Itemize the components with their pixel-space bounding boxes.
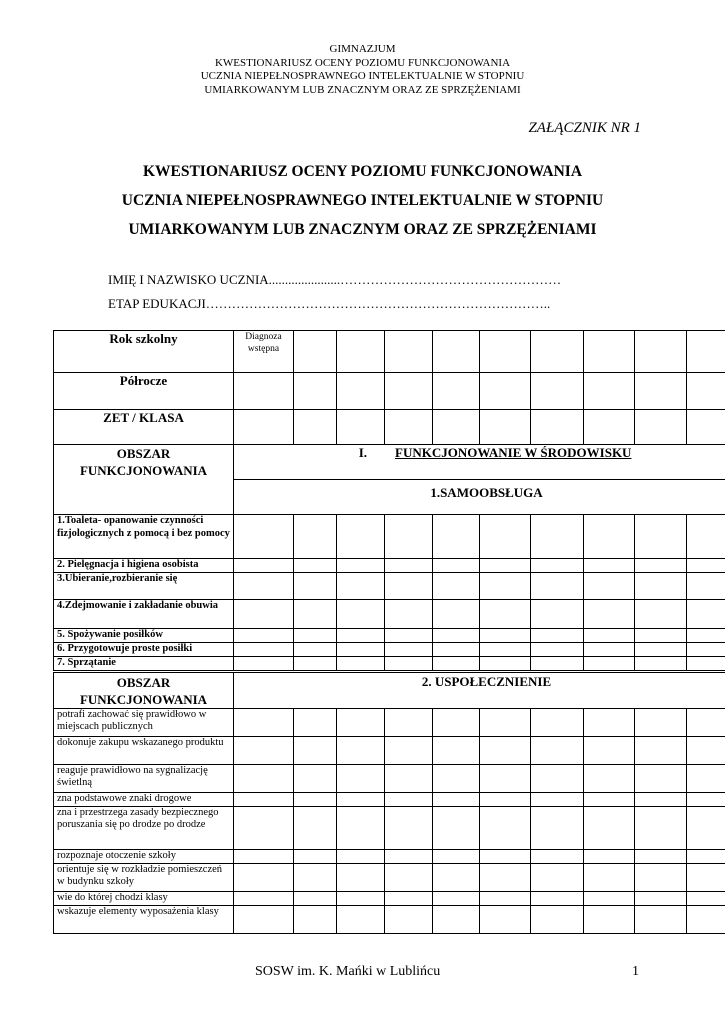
table-row [54, 905, 725, 933]
table-row [54, 736, 725, 764]
cell[interactable] [480, 764, 531, 792]
cell[interactable] [385, 657, 433, 672]
cell[interactable] [584, 849, 635, 863]
subsection-title: 2. USPOŁECZNIENIE [234, 671, 725, 708]
cell[interactable] [433, 891, 480, 905]
cell[interactable] [234, 657, 294, 672]
area-label: OBSZAR FUNKCJONOWANIA [54, 671, 234, 708]
cell[interactable] [584, 905, 635, 933]
item-label: potrafi zachować się prawidłowo w miejscach publicznych [54, 708, 234, 736]
cell[interactable] [584, 629, 635, 643]
cell[interactable] [480, 891, 531, 905]
cell[interactable] [385, 891, 433, 905]
item-label: wskazuje elementy wyposażenia klasy [54, 905, 234, 933]
cell[interactable] [385, 708, 433, 736]
cell[interactable] [433, 905, 480, 933]
cell[interactable] [337, 905, 385, 933]
cell[interactable] [531, 629, 584, 643]
education-stage-field[interactable]: ETAP EDUKACJI…………………………………………………………………….. [108, 296, 551, 311]
table-row [54, 573, 725, 600]
cell[interactable] [635, 905, 687, 933]
cell[interactable] [531, 905, 584, 933]
cell[interactable] [480, 559, 531, 573]
cell[interactable] [635, 600, 687, 629]
cell[interactable] [385, 629, 433, 643]
header-line: GIMNAZJUM [329, 43, 396, 55]
cell[interactable] [433, 643, 480, 657]
cell[interactable] [337, 792, 385, 806]
cell[interactable] [687, 573, 725, 600]
table-row [54, 445, 725, 480]
cell[interactable] [584, 573, 635, 600]
cell[interactable] [531, 849, 584, 863]
cell[interactable] [584, 373, 635, 410]
cell[interactable] [687, 629, 725, 643]
cell[interactable] [385, 573, 433, 600]
cell[interactable] [480, 643, 531, 657]
cell[interactable] [433, 708, 480, 736]
cell[interactable] [433, 331, 480, 373]
table-row [54, 657, 725, 672]
cell[interactable] [531, 559, 584, 573]
cell[interactable] [480, 792, 531, 806]
cell[interactable] [635, 657, 687, 672]
cell[interactable] [294, 515, 337, 559]
cell[interactable] [385, 849, 433, 863]
cell[interactable] [584, 331, 635, 373]
cell[interactable] [294, 905, 337, 933]
table-row [54, 331, 725, 373]
cell[interactable] [433, 736, 480, 764]
school-year-label: Rok szkolny [54, 331, 234, 373]
cell[interactable] [433, 573, 480, 600]
cell[interactable] [635, 331, 687, 373]
cell[interactable] [234, 708, 294, 736]
cell[interactable] [531, 373, 584, 410]
class-label: ZET / KLASA [54, 410, 234, 445]
cell[interactable] [687, 600, 725, 629]
cell[interactable] [531, 331, 584, 373]
document-title [0, 157, 725, 244]
cell[interactable] [687, 515, 725, 559]
cell[interactable] [385, 373, 433, 410]
initial-diagnosis-label: Diagnoza wstępna [234, 331, 294, 373]
cell[interactable] [433, 764, 480, 792]
item-label: reaguje prawidłowo na sygnalizację świetlną [54, 764, 234, 792]
cell[interactable] [337, 764, 385, 792]
cell[interactable] [385, 806, 433, 849]
cell[interactable] [433, 849, 480, 863]
cell[interactable] [385, 863, 433, 891]
cell[interactable] [294, 559, 337, 573]
cell[interactable] [234, 573, 294, 600]
cell[interactable] [531, 863, 584, 891]
cell[interactable] [294, 643, 337, 657]
cell[interactable] [294, 657, 337, 672]
cell[interactable] [337, 600, 385, 629]
cell[interactable] [480, 708, 531, 736]
cell[interactable] [337, 806, 385, 849]
table-row [54, 708, 725, 736]
item-label: wie do której chodzi klasy [54, 891, 234, 905]
cell[interactable] [337, 643, 385, 657]
cell[interactable] [531, 643, 584, 657]
cell[interactable] [385, 792, 433, 806]
cell[interactable] [635, 373, 687, 410]
cell[interactable] [337, 891, 385, 905]
cell[interactable] [385, 643, 433, 657]
cell[interactable] [687, 331, 725, 373]
area-label: OBSZAR FUNKCJONOWANIA [54, 445, 234, 515]
cell[interactable] [531, 891, 584, 905]
cell[interactable] [337, 863, 385, 891]
cell[interactable] [687, 708, 725, 736]
cell[interactable] [294, 410, 337, 445]
page-number: 1 [632, 964, 639, 979]
cell[interactable] [234, 373, 294, 410]
cell[interactable] [635, 806, 687, 849]
table-row [54, 849, 725, 863]
cell[interactable] [294, 891, 337, 905]
cell[interactable] [234, 764, 294, 792]
item-label: dokonuje zakupu wskazanego produktu [54, 736, 234, 764]
title-line: UCZNIA NIEPEŁNOSPRAWNEGO INTELEKTUALNIE W STOPNIU [121, 192, 604, 209]
table-row [54, 600, 725, 629]
cell[interactable] [531, 410, 584, 445]
cell[interactable] [294, 629, 337, 643]
item-label: 4.Zdejmowanie i zakładanie obuwia [54, 600, 234, 629]
cell[interactable] [531, 708, 584, 736]
cell[interactable] [635, 708, 687, 736]
cell[interactable] [635, 573, 687, 600]
header-line: UCZNIA NIEPEŁNOSPRAWNEGO INTELEKTUALNIE W STOPNIU [200, 70, 525, 82]
cell[interactable] [687, 806, 725, 849]
cell[interactable] [433, 657, 480, 672]
cell[interactable] [337, 629, 385, 643]
cell[interactable] [480, 410, 531, 445]
cell[interactable] [480, 657, 531, 672]
cell[interactable] [687, 373, 725, 410]
cell[interactable] [635, 891, 687, 905]
cell[interactable] [234, 891, 294, 905]
item-label: 5. Spożywanie posiłków [54, 629, 234, 643]
cell[interactable] [234, 806, 294, 849]
cell[interactable] [635, 792, 687, 806]
cell[interactable] [635, 764, 687, 792]
cell[interactable] [294, 573, 337, 600]
header-line: UMIARKOWANYM LUB ZNACZNYM ORAZ ZE SPRZĘŻENIAMI [204, 83, 521, 96]
cell[interactable] [531, 573, 584, 600]
cell[interactable] [234, 410, 294, 445]
cell[interactable] [294, 736, 337, 764]
section-number: I. [358, 445, 367, 460]
cell[interactable] [433, 600, 480, 629]
cell[interactable] [584, 657, 635, 672]
cell[interactable] [687, 410, 725, 445]
cell[interactable] [635, 410, 687, 445]
cell[interactable] [584, 600, 635, 629]
annex-label: ZAŁĄCZNIK NR 1 [528, 120, 641, 136]
cell[interactable] [337, 559, 385, 573]
cell[interactable] [337, 515, 385, 559]
section-heading [234, 445, 725, 480]
cell[interactable] [480, 600, 531, 629]
cell[interactable] [337, 373, 385, 410]
cell[interactable] [687, 736, 725, 764]
cell[interactable] [687, 764, 725, 792]
cell[interactable] [584, 708, 635, 736]
cell[interactable] [433, 515, 480, 559]
cell[interactable] [337, 736, 385, 764]
table-row [54, 559, 725, 573]
cell[interactable] [531, 736, 584, 764]
item-label: zna i przestrzega zasady bezpiecznego poruszania się po drodze po drodze [54, 806, 234, 849]
cell[interactable] [687, 643, 725, 657]
cell[interactable] [433, 863, 480, 891]
table-row [54, 410, 725, 445]
cell[interactable] [433, 806, 480, 849]
cell[interactable] [480, 331, 531, 373]
cell[interactable] [337, 708, 385, 736]
cell[interactable] [433, 559, 480, 573]
cell[interactable] [337, 657, 385, 672]
cell[interactable] [584, 736, 635, 764]
cell[interactable] [584, 863, 635, 891]
cell[interactable] [480, 863, 531, 891]
cell[interactable] [480, 373, 531, 410]
cell[interactable] [584, 792, 635, 806]
table-row [54, 643, 725, 657]
cell[interactable] [635, 629, 687, 643]
cell[interactable] [635, 643, 687, 657]
cell[interactable] [234, 600, 294, 629]
cell[interactable] [687, 905, 725, 933]
cell[interactable] [337, 410, 385, 445]
cell[interactable] [687, 792, 725, 806]
cell[interactable] [480, 806, 531, 849]
cell[interactable] [480, 905, 531, 933]
cell[interactable] [433, 792, 480, 806]
semester-label: Półrocze [54, 373, 234, 410]
cell[interactable] [294, 708, 337, 736]
footer-school: SOSW im. K. Mańki w Lublińcu [255, 964, 441, 979]
cell[interactable] [687, 657, 725, 672]
item-label: zna podstawowe znaki drogowe [54, 792, 234, 806]
cell[interactable] [433, 410, 480, 445]
cell[interactable] [294, 863, 337, 891]
title-line: KWESTIONARIUSZ OCENY POZIOMU FUNKCJONOWANIA [142, 163, 583, 180]
cell[interactable] [385, 559, 433, 573]
cell[interactable] [234, 629, 294, 643]
cell[interactable] [635, 849, 687, 863]
table-row [54, 671, 725, 708]
cell[interactable] [687, 863, 725, 891]
cell[interactable] [234, 792, 294, 806]
cell[interactable] [531, 657, 584, 672]
item-label: 6. Przygotowuje proste posiłki [54, 643, 234, 657]
subsection-title: 1.SAMOOBSŁUGA [234, 480, 725, 515]
student-name-field[interactable]: IMIĘ I NAZWISKO UCZNIA......................…………………………………………… [108, 272, 562, 287]
table-row [54, 629, 725, 643]
cell[interactable] [687, 849, 725, 863]
cell[interactable] [234, 559, 294, 573]
section-title: FUNKCJONOWANIE W ŚRODOWISKU [395, 445, 632, 460]
cell[interactable] [433, 373, 480, 410]
cell[interactable] [234, 643, 294, 657]
cell[interactable] [531, 806, 584, 849]
cell[interactable] [385, 736, 433, 764]
cell[interactable] [294, 600, 337, 629]
cell[interactable] [234, 849, 294, 863]
cell[interactable] [385, 600, 433, 629]
cell[interactable] [584, 806, 635, 849]
item-label: rozpoznaje otoczenie szkoły [54, 849, 234, 863]
cell[interactable] [687, 891, 725, 905]
cell[interactable] [294, 331, 337, 373]
table-row [54, 764, 725, 792]
cell[interactable] [337, 573, 385, 600]
cell[interactable] [635, 559, 687, 573]
cell[interactable] [294, 849, 337, 863]
cell[interactable] [294, 373, 337, 410]
cell[interactable] [480, 849, 531, 863]
cell[interactable] [531, 600, 584, 629]
cell[interactable] [584, 515, 635, 559]
cell[interactable] [433, 629, 480, 643]
cell[interactable] [480, 515, 531, 559]
cell[interactable] [584, 764, 635, 792]
cell[interactable] [584, 891, 635, 905]
cell[interactable] [584, 643, 635, 657]
table-row [54, 373, 725, 410]
cell[interactable] [584, 410, 635, 445]
item-label: 2. Pielęgnacja i higiena osobista [54, 559, 234, 573]
table-row [54, 792, 725, 806]
table-row [54, 806, 725, 849]
table-row [54, 863, 725, 891]
cell[interactable] [294, 764, 337, 792]
cell[interactable] [480, 573, 531, 600]
cell[interactable] [385, 905, 433, 933]
header-line: KWESTIONARIUSZ OCENY POZIOMU FUNKCJONOWANIA [214, 56, 511, 69]
cell[interactable] [337, 849, 385, 863]
cell[interactable] [385, 515, 433, 559]
cell[interactable] [584, 559, 635, 573]
assessment-table [53, 330, 725, 934]
item-label: orientuje się w rozkładzie pomieszczeń w budynku szkoły [54, 863, 234, 891]
cell[interactable] [385, 331, 433, 373]
cell[interactable] [531, 764, 584, 792]
item-label: 7. Sprzątanie [54, 657, 234, 672]
item-label: 3.Ubieranie,rozbieranie się [54, 573, 234, 600]
document-header [0, 43, 725, 97]
cell[interactable] [234, 515, 294, 559]
cell[interactable] [687, 559, 725, 573]
cell[interactable] [480, 629, 531, 643]
cell[interactable] [531, 515, 584, 559]
table-row [54, 515, 725, 559]
cell[interactable] [234, 736, 294, 764]
cell[interactable] [480, 736, 531, 764]
cell[interactable] [385, 410, 433, 445]
cell[interactable] [531, 792, 584, 806]
cell[interactable] [234, 863, 294, 891]
cell[interactable] [294, 806, 337, 849]
cell[interactable] [337, 331, 385, 373]
cell[interactable] [635, 515, 687, 559]
cell[interactable] [234, 905, 294, 933]
cell[interactable] [635, 736, 687, 764]
item-label: 1.Toaleta- opanowanie czynności fizjologicznych z pomocą i bez pomocy [54, 515, 234, 559]
cell[interactable] [294, 792, 337, 806]
cell[interactable] [385, 764, 433, 792]
title-line: UMIARKOWANYM LUB ZNACZNYM ORAZ ZE SPRZĘŻENIAMI [128, 221, 597, 238]
cell[interactable] [635, 863, 687, 891]
table-row [54, 891, 725, 905]
